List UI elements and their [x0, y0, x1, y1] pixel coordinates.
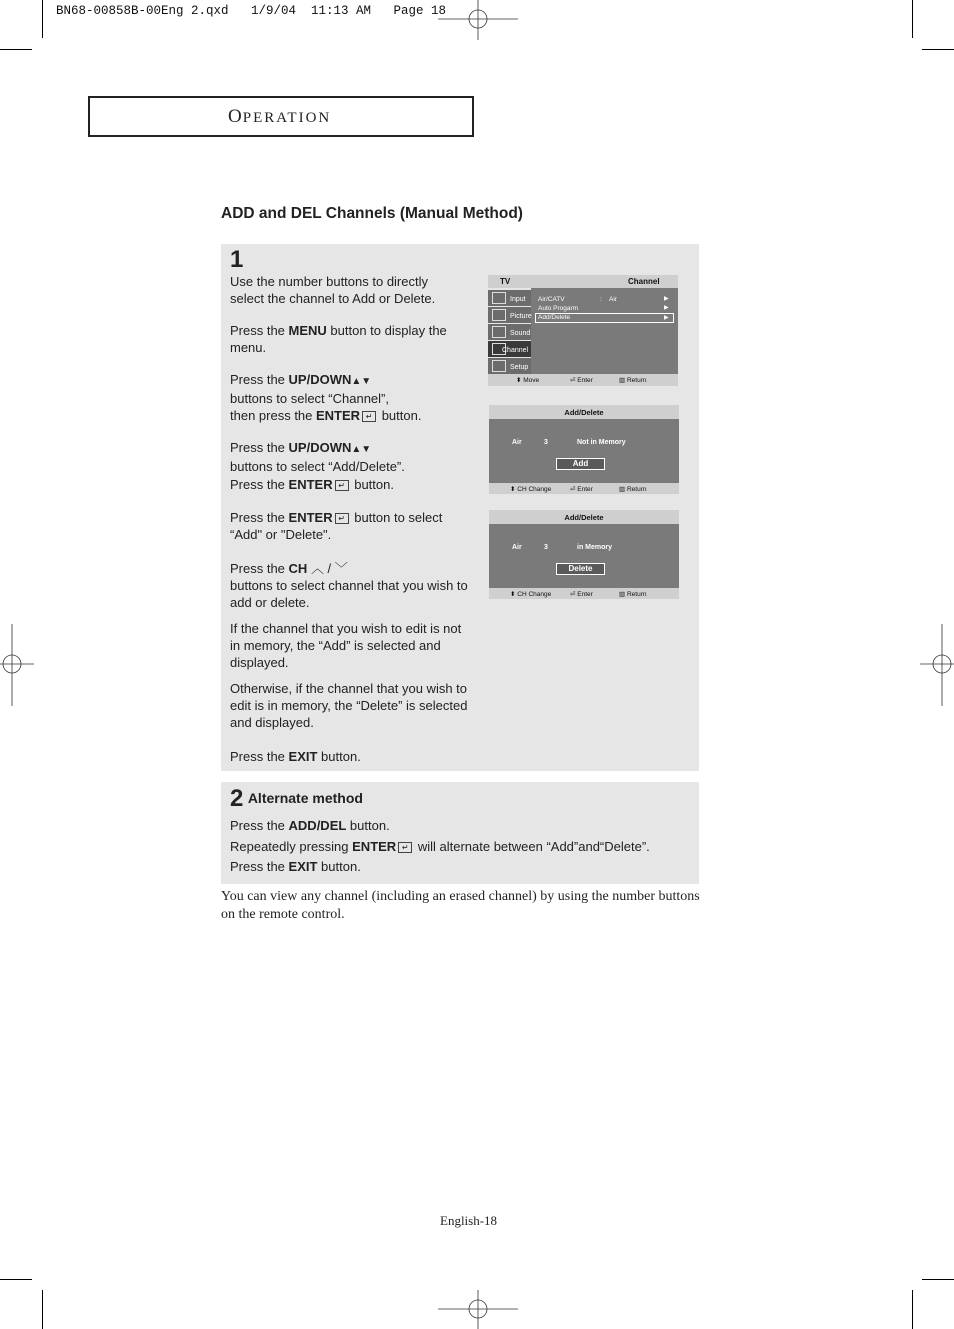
crop-mark [922, 49, 954, 50]
enter-icon: ↵ [398, 842, 412, 853]
screen-title: Add/Delete [564, 408, 604, 417]
enter-icon: ⏎ [570, 377, 576, 384]
arrow-right-icon: ▶ [664, 296, 669, 302]
instruction-text: Press the UP/DOWN▲▼ buttons to select “Channel”, then press the ENTER ↵ button. [230, 372, 422, 423]
crop-mark [0, 49, 32, 50]
section-header [88, 96, 474, 137]
crop-mark [912, 1290, 913, 1329]
up-down-arrow-icon: ▲▼ [351, 444, 372, 455]
side-menu-input[interactable]: Input [488, 290, 531, 306]
section-title: PERATION [242, 110, 332, 126]
delete-button[interactable]: Delete [556, 563, 605, 575]
instruction-text: Use the number buttons to directly select the channel to Add or Delete. [230, 274, 436, 306]
instruction-text: Press the UP/DOWN▲▼ buttons to select “Add/Delete”. [230, 440, 405, 474]
screen-footer: ⬍ CH Change ⏎ Enter ▥ Return [489, 588, 679, 599]
registration-mark-icon [0, 624, 34, 706]
menu-item-air-catv[interactable]: Air/CATV [538, 296, 565, 303]
enter-icon: ↵ [335, 513, 349, 524]
return-icon: ▥ [619, 377, 626, 384]
enter-icon: ↵ [335, 480, 349, 491]
ch-up-down-icon: ︿ / ﹀ [310, 561, 348, 576]
channel-menu-screen: TV Channel Input Picture Sound Channel Setup Air/CATV : Air ▶ Auto Progarm ▶ Add/Delete ▶ ⬍ Move ⏎ Enter ▥ Return [488, 275, 678, 386]
air-catv-value: Air [609, 296, 617, 303]
instruction-text: Press the ENTER ↵ button to select “Add" or "Delete". [230, 510, 443, 542]
ch-change-icon: ⬍ [510, 486, 516, 493]
registration-mark-icon [438, 0, 518, 40]
crop-mark [0, 1279, 32, 1280]
instruction-text: Otherwise, if the channel that you wish to edit is in memory, the “Delete” is selected and displayed. [230, 681, 468, 730]
step-2-panel [221, 782, 699, 884]
move-icon: ⬍ [516, 377, 522, 384]
crop-mark [912, 0, 913, 38]
enter-icon: ⏎ [570, 591, 576, 598]
instruction-text: Press the MENU button to display the menu. [230, 323, 447, 355]
memory-status: Not in Memory [577, 439, 626, 446]
registration-mark-icon [438, 1290, 518, 1329]
enter-icon: ↵ [362, 411, 376, 422]
menu-item-add-delete[interactable]: Add/Delete ▶ [535, 313, 674, 323]
instruction-text: Press the EXIT button. [230, 749, 361, 764]
registration-mark-icon [920, 624, 954, 706]
add-delete-screen-delete: Add/Delete Air 3 in Memory Delete ⬍ CH Change ⏎ Enter ▥ Return [489, 510, 679, 599]
side-menu-setup[interactable]: Setup [488, 358, 531, 374]
enter-icon: ⏎ [570, 486, 576, 493]
up-down-arrow-icon: ▲▼ [351, 376, 372, 387]
crop-mark [42, 1290, 43, 1329]
input-icon [492, 292, 506, 304]
step-1-panel [221, 244, 699, 771]
menu-title: Channel [628, 277, 660, 286]
return-icon: ▥ [619, 591, 626, 598]
screen-title: Add/Delete [564, 513, 604, 522]
add-button[interactable]: Add [556, 458, 605, 470]
step-title: Alternate method [247, 790, 363, 806]
instruction-text: Press the ENTER ↵ button. [230, 477, 394, 492]
page-title: ADD and DEL Channels (Manual Method) [221, 205, 523, 222]
instruction-text: Press the CH ︿ / ﹀ buttons to select channel that you wish to add or delete. [230, 561, 468, 610]
tv-label: TV [500, 277, 511, 286]
crop-mark [922, 1279, 954, 1280]
arrow-right-icon: ▶ [664, 305, 669, 311]
ch-change-icon: ⬍ [510, 591, 516, 598]
file-slug: BN68-00858B-00Eng 2.qxd 1/9/04 11:13 AM Page 18 [56, 4, 447, 18]
instruction-text: Repeatedly pressing ENTER ↵ will alternate between “Add”and“Delete”. [230, 839, 650, 854]
side-menu-channel[interactable]: Channel [488, 341, 531, 357]
memory-status: in Memory [577, 544, 613, 551]
return-icon: ▥ [619, 486, 626, 493]
sound-icon [492, 326, 506, 338]
add-delete-screen-add: Add/Delete Air 3 Not in Memory Add ⬍ CH Change ⏎ Enter ▥ Return [489, 405, 679, 494]
screen-footer: ⬍ CH Change ⏎ Enter ▥ Return [489, 483, 679, 494]
instruction-text: If the channel that you wish to edit is not in memory, the “Add” is selected and displayed. [230, 621, 462, 670]
footnote-text: You can view any channel (including an erased channel) by using the number buttons on the remote control. [221, 889, 700, 922]
side-menu-picture[interactable]: Picture [488, 307, 531, 323]
arrow-right-icon: ▶ [664, 315, 669, 321]
page-number: English-18 [440, 1213, 498, 1228]
menu-footer: ⬍ Move ⏎ Enter ▥ Return [488, 374, 678, 386]
step-number: 2 [230, 785, 244, 812]
crop-mark [42, 0, 43, 38]
setup-icon [492, 360, 506, 372]
section-initial: O [228, 106, 243, 127]
instruction-text: Press the ADD/DEL button. [230, 818, 390, 833]
menu-item-auto-program[interactable]: Auto Progarm [538, 305, 579, 312]
instruction-text: Press the EXIT button. [230, 859, 361, 874]
picture-icon [492, 309, 506, 321]
step-number: 1 [230, 246, 244, 273]
side-menu-sound[interactable]: Sound [488, 324, 531, 340]
